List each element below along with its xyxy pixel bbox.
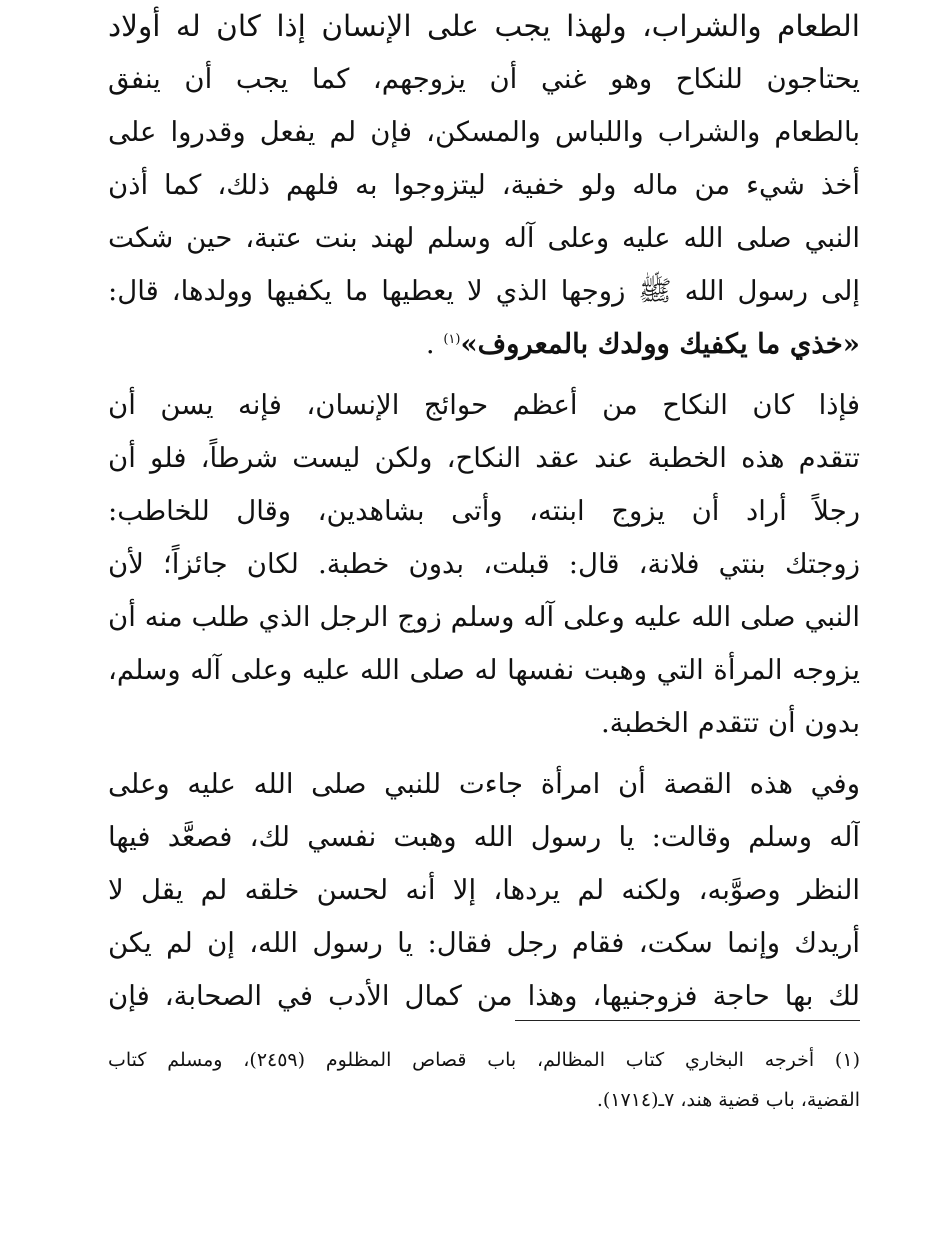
hadith-quote-line <box>108 318 860 371</box>
text-line: رجلاً أراد أن يزوج ابنته، وأتى بشاهدين، وقال للخاطب: <box>108 495 860 527</box>
text-line: الطعام والشراب، ولهذا يجب على الإنسان إذا كان له أولاد <box>108 9 860 43</box>
hadith-quote: «خذي ما يكفيك وولدك بالمعروف» <box>460 328 860 360</box>
text-line: أريدك وإنما سكت، فقام رجل فقال: يا رسول الله، إن لم يكن <box>108 927 860 959</box>
footnote-line: القضية، باب قضية هند، ٧ـ(١٧١٤). <box>596 1089 860 1111</box>
footnote-separator <box>515 1020 860 1021</box>
quote-end: . <box>425 328 435 360</box>
text-line: يزوجه المرأة التي وهبت نفسها له صلى الله عليه وعلى آله وسلم، <box>108 654 860 686</box>
text-line: بالطعام والشراب واللباس والمسكن، فإن لم يفعل وقدروا على <box>108 116 860 148</box>
text-line: وفي هذه القصة أن امرأة جاءت للنبي صلى الله عليه وعلى <box>108 768 860 800</box>
text-line: تتقدم هذه الخطبة عند عقد النكاح، ولكن ليست شرطاً، فلو أن <box>108 442 860 474</box>
text-line: لك بها حاجة فزوجنيها، وهذا من كمال الأدب في الصحابة، فإن <box>108 980 860 1012</box>
text-line: النبي صلى الله عليه وعلى آله وسلم لهند بنت عتبة، حين شكت <box>108 222 860 254</box>
text-line: النبي صلى الله عليه وعلى آله وسلم زوج الرجل الذي طلب منه أن <box>108 601 860 633</box>
text-line: النظر وصوَّبه، ولكنه لم يردها، إلا أنه لحسن خلقه لم يقل لا <box>108 874 860 906</box>
footnote-line: (١) أخرجه البخاري كتاب المظالم، باب قصاص المظلوم (٢٤٥٩)، ومسلم كتاب <box>108 1049 860 1071</box>
text-line: بدون أن تتقدم الخطبة. <box>600 707 860 739</box>
main-text <box>108 0 860 1023</box>
text-line: يحتاجون للنكاح وهو غني أن يزوجهم، كما يجب أن ينفق <box>108 63 860 95</box>
text-line: زوجتك بنتي فلانة، قال: قبلت، بدون خطبة. لكان جائزاً؛ لأن <box>108 548 860 580</box>
footnotes <box>108 1040 860 1120</box>
text-line: أخذ شيء من ماله ولو خفية، ليتزوجوا به فلهم ذلك، كما أذن <box>108 169 860 201</box>
text-line: فإذا كان النكاح من أعظم حوائج الإنسان، فإنه يسن أن <box>108 389 860 421</box>
text-line: إلى رسول الله ﷺ زوجها الذي لا يعطيها ما يكفيها وولدها، قال: <box>108 275 860 307</box>
footnote-reference: (١) <box>443 331 461 347</box>
text-line: آله وسلم وقالت: يا رسول الله وهبت نفسي لك، فصعَّد فيها <box>108 821 860 853</box>
